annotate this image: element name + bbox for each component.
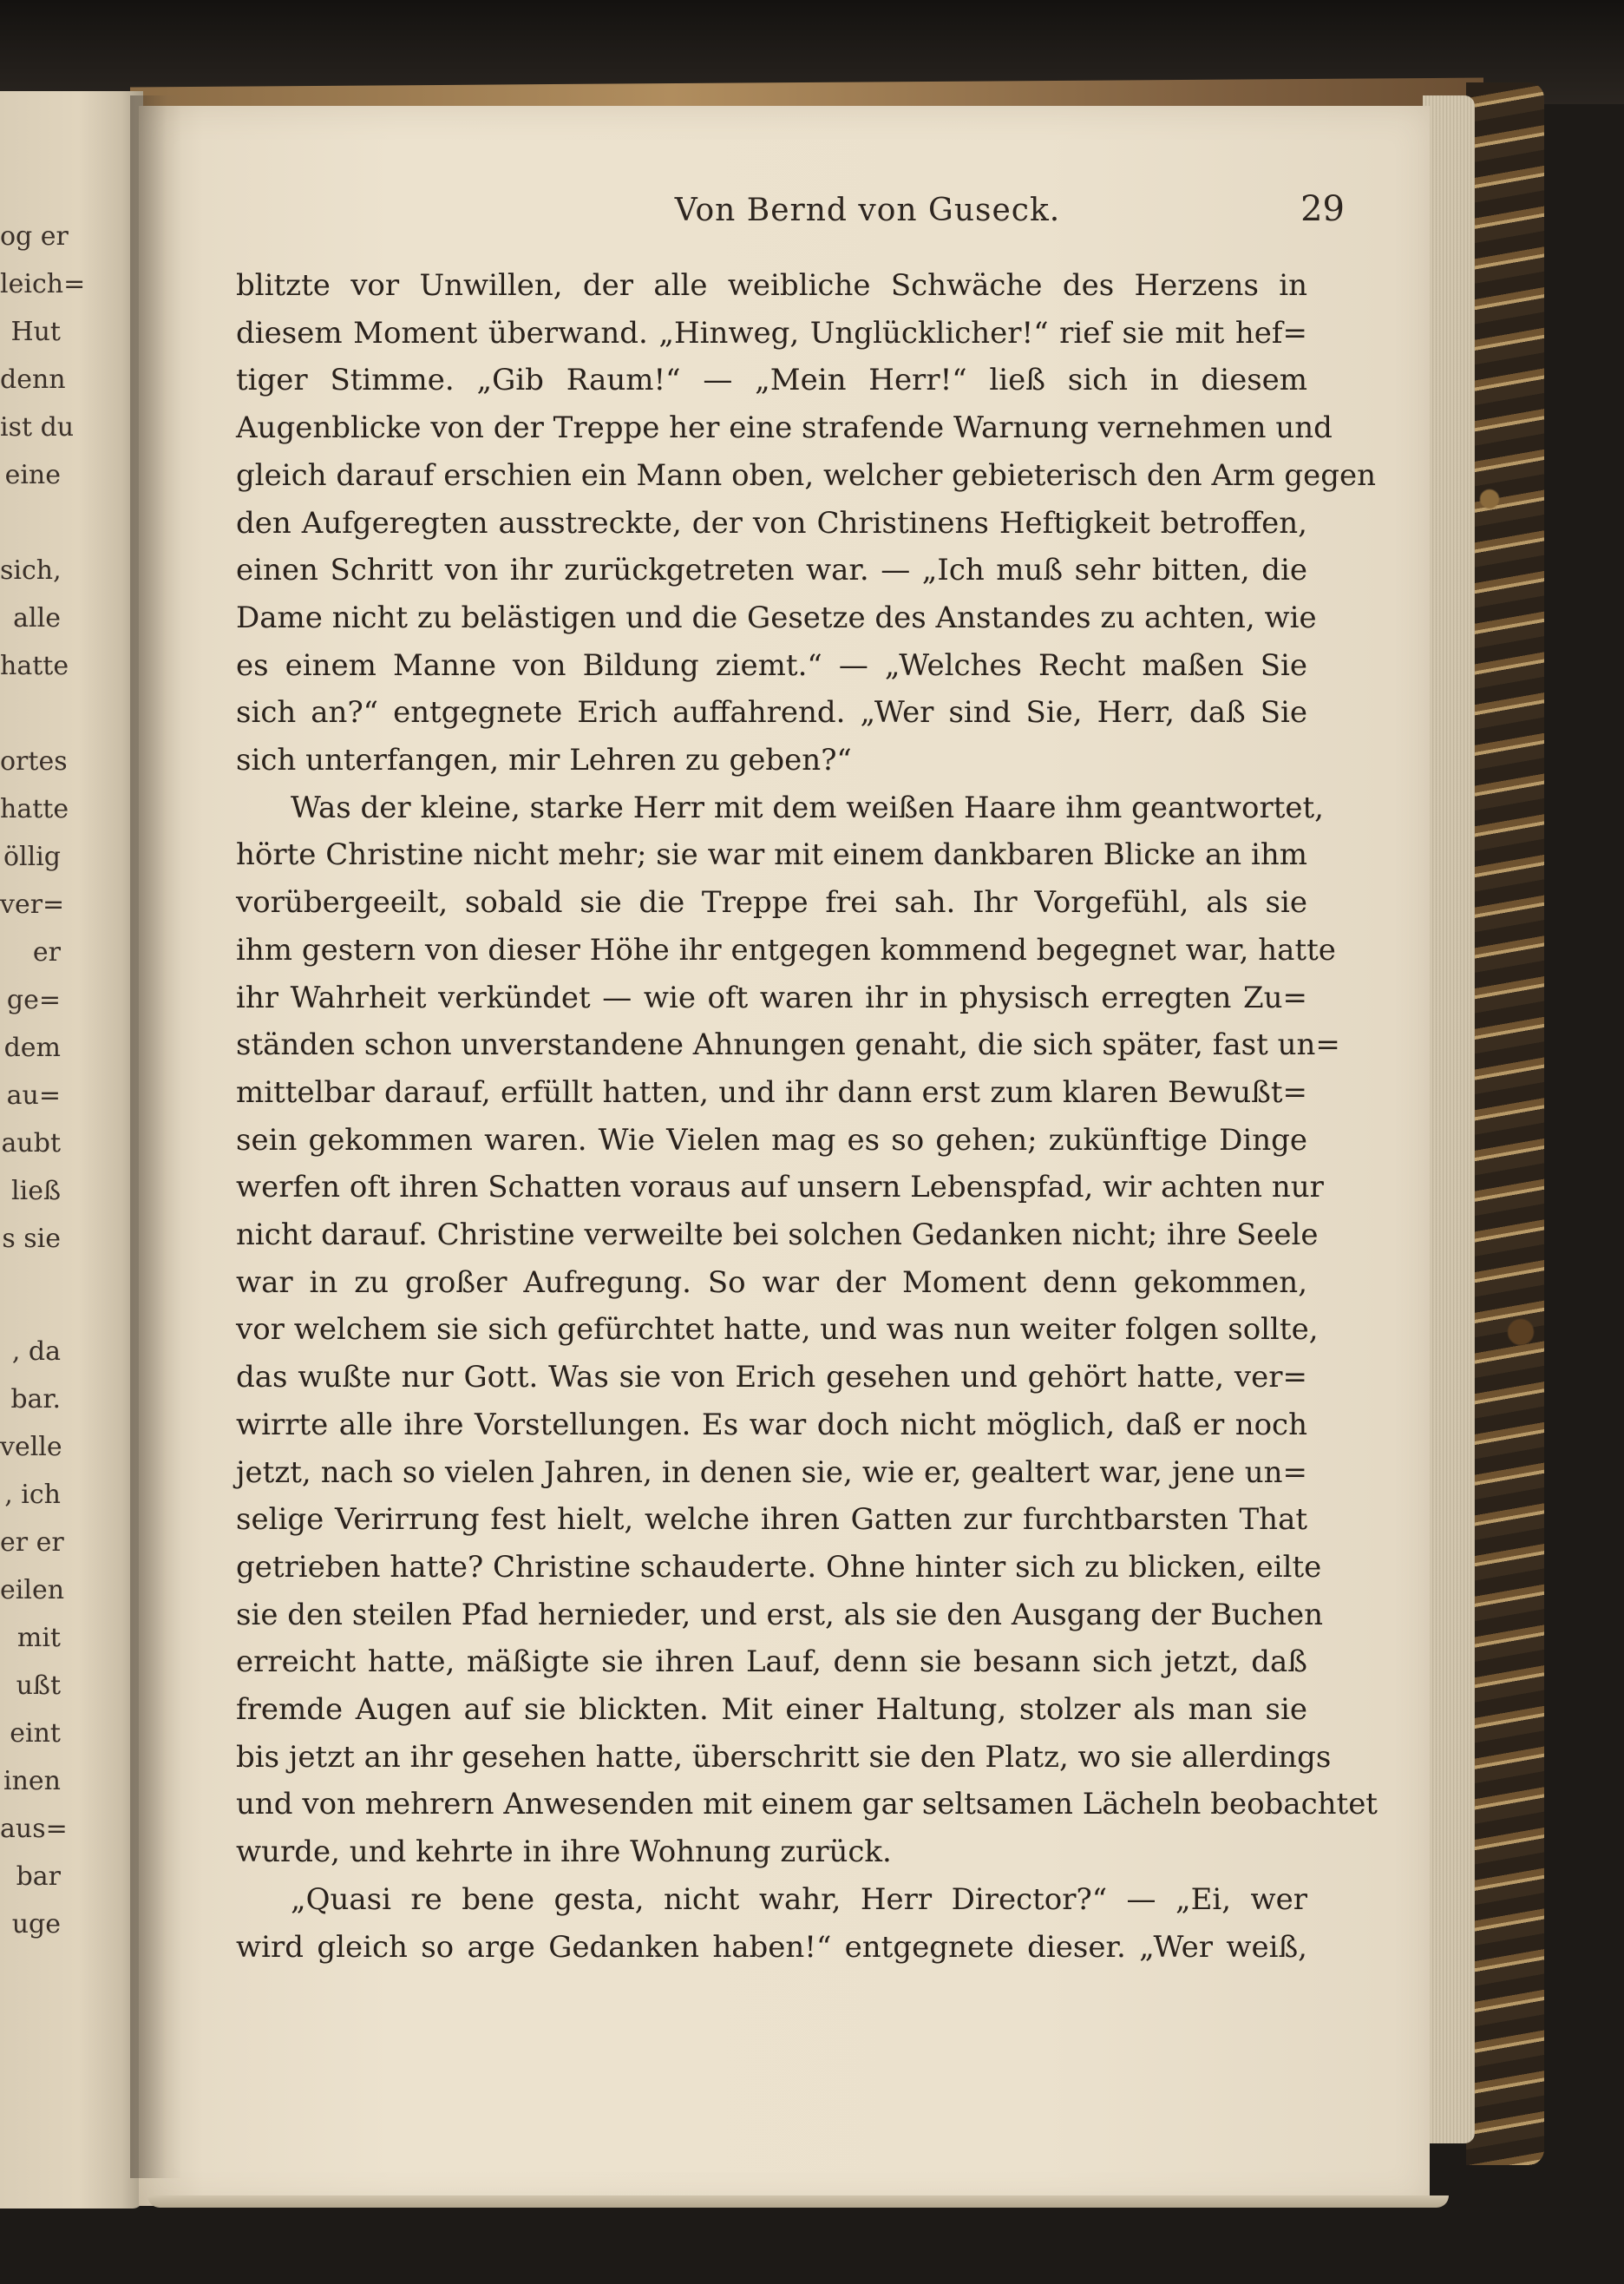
text-line: gleich darauf erschien ein Mann oben, welcher gebieterisch den Arm gegen bbox=[236, 457, 1377, 493]
left-page-fragment: ist du bbox=[0, 412, 75, 443]
text-line: den Aufgeregten ausstreckte, der von Christinens Heftigkeit betroffen, bbox=[236, 505, 1307, 541]
text-line: wird gleich so arge Gedanken haben!“ entgegnete dieser. „Wer weiß, bbox=[236, 1929, 1307, 1965]
text-line: fremde Augen auf sie blickten. Mit einer Haltung, stolzer als man sie bbox=[236, 1692, 1307, 1727]
left-page-fragment: ließ bbox=[11, 1176, 61, 1206]
text-line: wirrte alle ihre Vorstellungen. Es war doch nicht möglich, daß er noch bbox=[236, 1407, 1307, 1442]
left-page-fragment: hatte bbox=[0, 794, 69, 824]
right-page bbox=[139, 106, 1430, 2206]
left-page-fragment: bar. bbox=[10, 1384, 61, 1414]
left-page-fragment: öllig bbox=[3, 842, 61, 872]
text-line: das wußte nur Gott. Was sie von Erich gesehen und gehört hatte, ver= bbox=[236, 1360, 1307, 1395]
left-page-fragment: ge= bbox=[6, 985, 61, 1015]
text-line: nicht darauf. Christine verweilte bei solchen Gedanken nicht; ihre Seele bbox=[236, 1217, 1319, 1252]
left-page-fragment: mit bbox=[16, 1623, 61, 1653]
text-line: Augenblicke von der Treppe her eine strafende Warnung vernehmen und bbox=[236, 410, 1333, 446]
left-page-fragment: eine bbox=[4, 460, 61, 490]
text-line: getrieben hatte? Christine schauderte. Ohne hinter sich zu blicken, eilte bbox=[236, 1549, 1322, 1585]
left-page-fragment: inen bbox=[3, 1766, 61, 1796]
text-line: war in zu großer Aufregung. So war der Moment denn gekommen, bbox=[236, 1264, 1307, 1300]
text-line: Was der kleine, starke Herr mit dem weißen Haare ihm geantwortet, bbox=[291, 790, 1324, 825]
text-line: sich an?“ entgegnete Erich auffahrend. „Wer sind Sie, Herr, daß Sie bbox=[236, 695, 1307, 731]
text-line: es einem Manne von Bildung ziemt.“ — „Welches Recht maßen Sie bbox=[236, 647, 1307, 683]
gutter-shadow bbox=[130, 95, 182, 2178]
text-line: jetzt, nach so vielen Jahren, in denen sie, wie er, gealtert war, jene un= bbox=[236, 1454, 1307, 1490]
text-line: wurde, und kehrte in ihre Wohnung zurück. bbox=[236, 1834, 892, 1870]
book-cover-marbled bbox=[1466, 82, 1544, 2165]
left-page-fragment: ver= bbox=[0, 889, 65, 920]
text-line: hörte Christine nicht mehr; sie war mit einem dankbaren Blicke an ihm bbox=[236, 837, 1307, 873]
left-page-fragment: og er bbox=[0, 221, 69, 252]
text-line: ihr Wahrheit verkündet — wie oft waren ihr in physisch erregten Zu= bbox=[236, 980, 1307, 1015]
text-line: sich unterfangen, mir Lehren zu geben?“ bbox=[236, 743, 852, 778]
left-page-fragment: dem bbox=[3, 1033, 61, 1063]
text-line: mittelbar darauf, erfüllt hatten, und ihr dann erst zum klaren Bewußt= bbox=[236, 1074, 1307, 1110]
text-line: und von mehrern Anwesenden mit einem gar seltsamen Lächeln beobachtet bbox=[236, 1787, 1378, 1822]
left-page-fragment: bar bbox=[16, 1861, 61, 1892]
left-page-fragment: eilen bbox=[0, 1575, 65, 1605]
text-line: tiger Stimme. „Gib Raum!“ — „Mein Herr!“ ließ sich in diesem bbox=[236, 363, 1307, 398]
page-block-edge bbox=[1423, 95, 1475, 2143]
left-page-fragment: velle bbox=[0, 1432, 62, 1462]
left-page-fragment: s sie bbox=[2, 1224, 61, 1254]
text-line: selige Verirrung fest hielt, welche ihren Gatten zur furchtbarsten That bbox=[236, 1502, 1307, 1538]
running-head: Von Bernd von Guseck. bbox=[674, 193, 1061, 228]
left-page-fragment: er er bbox=[0, 1527, 64, 1558]
text-line: vorübergeeilt, sobald sie die Treppe frei sah. Ihr Vorgefühl, als sie bbox=[236, 885, 1307, 921]
text-line: „Quasi re bene gesta, nicht wahr, Herr Director?“ — „Ei, wer bbox=[291, 1881, 1307, 1917]
text-line: ihm gestern von dieser Höhe ihr entgegen kommend begegnet war, hatte bbox=[236, 932, 1336, 968]
left-page-fragment: hatte bbox=[0, 651, 69, 681]
left-page-fragment: eint bbox=[10, 1718, 61, 1749]
left-page-fragment: alle bbox=[13, 603, 61, 633]
text-line: einen Schritt von ihr zurückgetreten war. — „Ich muß sehr bitten, die bbox=[236, 553, 1307, 588]
page-number: 29 bbox=[1300, 189, 1345, 229]
left-page-fragment: leich= bbox=[0, 269, 86, 299]
left-page-fragment: , ich bbox=[4, 1480, 61, 1510]
text-line: bis jetzt an ihr gesehen hatte, überschritt sie den Platz, wo sie allerdings bbox=[236, 1739, 1332, 1775]
text-line: sie den steilen Pfad hernieder, und erst, als sie den Ausgang der Buchen bbox=[236, 1597, 1324, 1632]
text-line: erreicht hatte, mäßigte sie ihren Lauf, denn sie besann sich jetzt, daß bbox=[236, 1644, 1307, 1680]
text-line: vor welchem sie sich gefürchtet hatte, und was nun weiter folgen sollte, bbox=[236, 1312, 1319, 1348]
page-bottom-edge bbox=[147, 2195, 1449, 2208]
left-page-fragment: denn bbox=[0, 364, 66, 395]
left-page-fragment: , da bbox=[11, 1336, 61, 1367]
left-page-fragment: Hut bbox=[10, 317, 61, 347]
left-page-fragment: sich, bbox=[0, 555, 62, 586]
left-page-fragment: ortes bbox=[0, 746, 68, 777]
left-page-fragment: aus= bbox=[0, 1814, 68, 1844]
left-page bbox=[0, 91, 143, 2209]
left-page-fragment: ußt bbox=[16, 1670, 61, 1701]
text-line: Dame nicht zu belästigen und die Gesetze des Anstandes zu achten, wie bbox=[236, 600, 1317, 635]
text-line: sein gekommen waren. Wie Vielen mag es so gehen; zukünftige Dinge bbox=[236, 1122, 1307, 1158]
text-line: diesem Moment überwand. „Hinweg, Unglücklicher!“ rief sie mit hef= bbox=[236, 315, 1307, 351]
text-line: ständen schon unverstandene Ahnungen genaht, die sich später, fast un= bbox=[236, 1027, 1340, 1063]
left-page-fragment: aubt bbox=[1, 1128, 61, 1158]
left-page-fragment: er bbox=[32, 937, 61, 968]
text-line: blitzte vor Unwillen, der alle weibliche Schwäche des Herzens in bbox=[236, 268, 1307, 303]
text-line: werfen oft ihren Schatten voraus auf unsern Lebenspfad, wir achten nur bbox=[236, 1170, 1324, 1205]
left-page-fragment: uge bbox=[11, 1909, 61, 1939]
left-page-fragment: au= bbox=[6, 1080, 61, 1111]
